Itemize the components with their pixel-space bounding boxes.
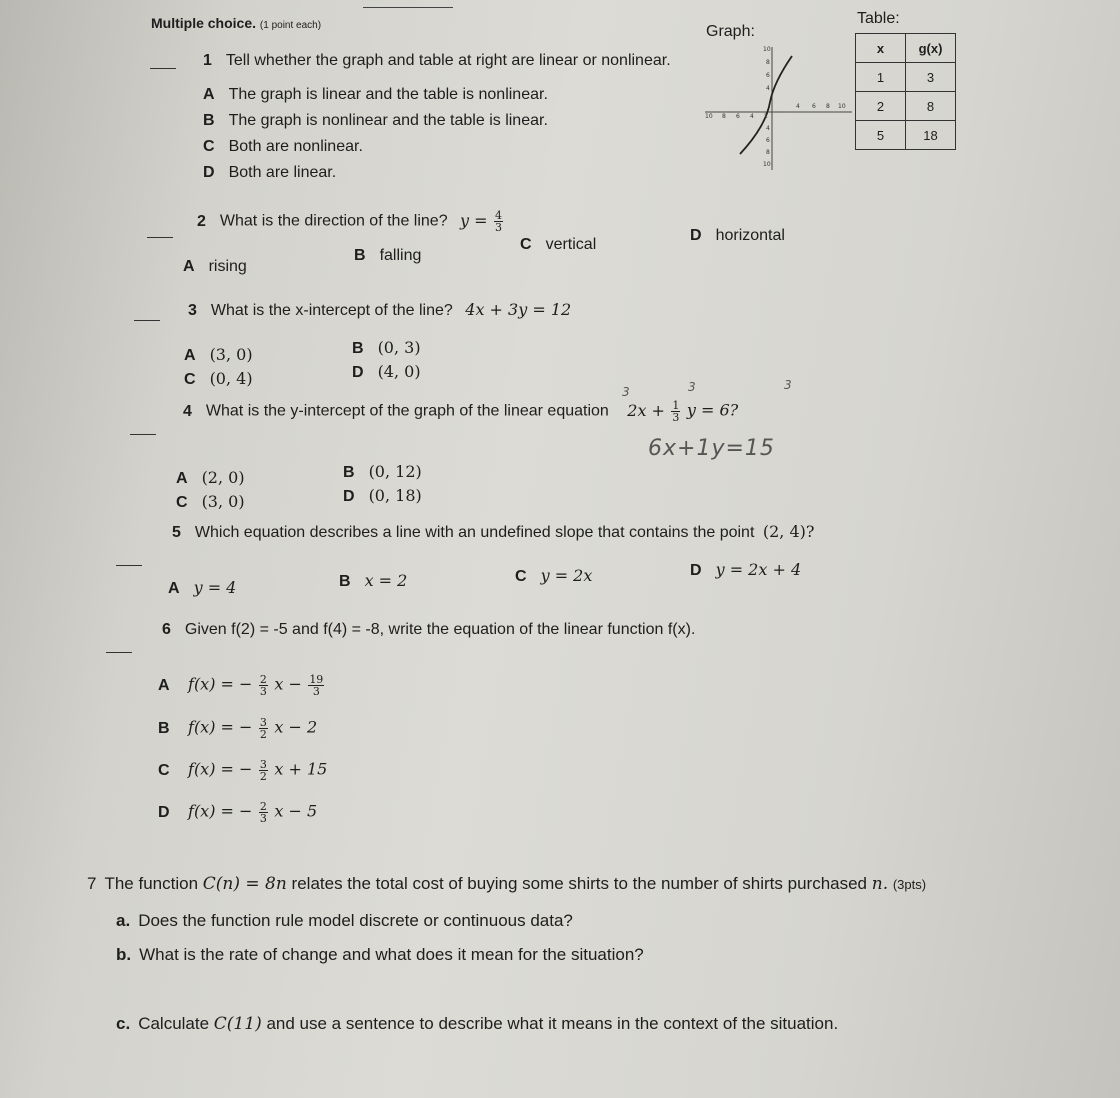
q2-option-c[interactable] bbox=[520, 236, 596, 254]
x-tick-label: 8 bbox=[722, 113, 726, 120]
option-text: The graph is linear and the table is nonlinear. bbox=[228, 86, 548, 103]
handwritten-mark: 3 bbox=[688, 380, 696, 394]
table-cell: 5 bbox=[856, 121, 906, 150]
question-2 bbox=[197, 210, 505, 233]
part-text: Calculate bbox=[138, 1014, 210, 1033]
table-header-x: x bbox=[856, 34, 906, 63]
option-text: (0, 12) bbox=[368, 462, 422, 481]
fraction-numerator: 2 bbox=[259, 673, 267, 686]
q4-option-b[interactable] bbox=[343, 462, 422, 482]
q6-option-d[interactable] bbox=[158, 801, 317, 824]
top-line bbox=[363, 7, 453, 8]
option-text: Both are linear. bbox=[228, 164, 337, 181]
q6-option-a[interactable] bbox=[158, 674, 326, 697]
option-letter: C bbox=[520, 236, 532, 253]
fraction bbox=[259, 759, 268, 782]
q5-option-d[interactable] bbox=[690, 560, 801, 580]
option-letter: D bbox=[343, 488, 355, 505]
table-cell: 3 bbox=[906, 63, 956, 92]
q7-part-a bbox=[116, 911, 573, 931]
q5-option-c[interactable] bbox=[515, 566, 592, 586]
equation: 4x + 3y = 12 bbox=[465, 300, 572, 319]
part-text: What is the rate of change and what does it mean for the situation? bbox=[139, 945, 644, 964]
q2-option-d[interactable] bbox=[690, 227, 785, 245]
option-expression: x − bbox=[274, 674, 302, 694]
option-letter: A bbox=[168, 580, 180, 597]
q2-option-a[interactable] bbox=[183, 258, 247, 276]
table-cell: 18 bbox=[906, 121, 956, 150]
option-text: y = 2x + 4 bbox=[715, 560, 802, 579]
q5-option-a[interactable] bbox=[168, 578, 236, 598]
option-text: (0, 3) bbox=[377, 338, 421, 357]
option-letter: C bbox=[203, 138, 215, 155]
option-expression: x − 5 bbox=[274, 801, 318, 821]
option-letter: B bbox=[203, 112, 215, 129]
variable: n. bbox=[871, 874, 889, 894]
x-tick-label: 4 bbox=[750, 113, 754, 120]
part-label: a. bbox=[116, 911, 131, 930]
option-text: (0, 18) bbox=[368, 486, 422, 505]
question-number: 6 bbox=[162, 621, 171, 638]
q1-option-d[interactable] bbox=[203, 164, 336, 182]
question-1 bbox=[203, 52, 671, 70]
table-row bbox=[856, 121, 956, 150]
option-expression: f(x) = − bbox=[188, 717, 253, 737]
q6-option-b[interactable] bbox=[158, 717, 317, 740]
question-7 bbox=[87, 874, 926, 894]
q5-option-b[interactable] bbox=[339, 571, 407, 591]
option-letter: B bbox=[343, 464, 355, 481]
x-tick-label: 10 bbox=[705, 113, 713, 120]
question-text: Which equation describes a line with an undefined slope that contains the point bbox=[194, 524, 755, 541]
y-tick-label: 4 bbox=[766, 125, 770, 132]
q6-option-c[interactable] bbox=[158, 759, 327, 782]
table-label: Table: bbox=[857, 10, 900, 27]
fraction-denominator: 3 bbox=[672, 411, 680, 424]
q7-part-c bbox=[116, 1014, 838, 1034]
table-row bbox=[856, 63, 956, 92]
question-number: 1 bbox=[203, 52, 212, 69]
option-text: (3, 0) bbox=[209, 345, 253, 364]
q1-option-c[interactable] bbox=[203, 138, 363, 156]
question-6 bbox=[162, 621, 695, 639]
fraction-numerator: 2 bbox=[259, 800, 267, 813]
q3-option-c[interactable] bbox=[184, 369, 253, 389]
y-tick-label: 8 bbox=[766, 149, 770, 156]
coordinate-graph bbox=[700, 42, 860, 174]
x-tick-label: 6 bbox=[812, 103, 816, 110]
fraction bbox=[259, 801, 268, 824]
table-header-gx: g(x) bbox=[906, 34, 956, 63]
option-letter: A bbox=[176, 470, 188, 487]
option-text: vertical bbox=[545, 236, 597, 253]
question-number: 3 bbox=[188, 302, 197, 319]
option-text: x = 2 bbox=[364, 571, 408, 590]
part-text: Does the function rule model discrete or continuous data? bbox=[138, 911, 573, 930]
option-letter: B bbox=[339, 573, 351, 590]
option-text: (0, 4) bbox=[209, 369, 253, 388]
answer-blank-q1[interactable] bbox=[150, 68, 176, 69]
question-number: 7 bbox=[87, 874, 97, 893]
option-letter: A bbox=[184, 347, 196, 364]
fraction-denominator: 3 bbox=[312, 685, 320, 698]
option-letter: C bbox=[184, 371, 196, 388]
option-text: y = 4 bbox=[193, 578, 237, 597]
q1-option-a[interactable] bbox=[203, 86, 548, 104]
question-text: What is the x-intercept of the line? bbox=[210, 302, 453, 319]
equation-part: 2x + bbox=[627, 400, 665, 420]
question-text: What is the y-intercept of the graph of the linear equation bbox=[205, 402, 609, 420]
q1-option-b[interactable] bbox=[203, 112, 548, 130]
fraction-denominator: 3 bbox=[259, 812, 267, 825]
option-expression: f(x) = − bbox=[188, 801, 253, 821]
question-4 bbox=[183, 400, 738, 423]
fraction-denominator: 2 bbox=[259, 770, 267, 783]
question-text: The function bbox=[104, 874, 199, 893]
option-letter: D bbox=[352, 364, 364, 381]
q7-part-b bbox=[116, 945, 644, 965]
option-letter: D bbox=[158, 803, 170, 821]
point: (2, 4)? bbox=[762, 522, 815, 541]
fraction bbox=[308, 674, 324, 697]
option-expression: f(x) = − bbox=[188, 674, 253, 694]
part-label: b. bbox=[116, 945, 132, 964]
table-cell: 8 bbox=[906, 92, 956, 121]
question-5 bbox=[172, 522, 814, 542]
function-rule: C(n) = 8n bbox=[202, 874, 287, 894]
q3-option-d[interactable] bbox=[352, 362, 421, 382]
fraction-numerator: 3 bbox=[259, 758, 267, 771]
fraction-numerator: 19 bbox=[309, 673, 324, 686]
handwritten-mark: 3 bbox=[622, 385, 630, 399]
option-text: The graph is nonlinear and the table is linear. bbox=[228, 112, 548, 129]
x-tick-label: 6 bbox=[736, 113, 740, 120]
option-letter: C bbox=[176, 494, 188, 511]
option-expression: x − 2 bbox=[274, 717, 318, 737]
x-tick-label: 4 bbox=[796, 103, 800, 110]
y-tick-label: 10 bbox=[763, 46, 771, 53]
answer-blank-q3[interactable] bbox=[134, 320, 160, 321]
table-header-row bbox=[856, 34, 956, 63]
x-tick-label: 8 bbox=[826, 103, 830, 110]
question-number: 5 bbox=[172, 524, 181, 541]
q2-option-b[interactable] bbox=[354, 247, 421, 265]
q4-option-a[interactable] bbox=[176, 468, 245, 488]
question-number: 2 bbox=[197, 212, 206, 230]
handwritten-mark: 3 bbox=[784, 378, 792, 392]
option-letter: B bbox=[158, 719, 170, 737]
equation: y = bbox=[460, 210, 488, 230]
q4-option-d[interactable] bbox=[343, 486, 422, 506]
table-cell: 2 bbox=[856, 92, 906, 121]
fraction-numerator: 4 bbox=[495, 209, 503, 222]
option-letter: B bbox=[352, 340, 364, 357]
question-text: Tell whether the graph and table at right are linear or nonlinear. bbox=[225, 52, 671, 69]
section-heading bbox=[151, 15, 321, 31]
x-tick-label: 2 bbox=[764, 113, 768, 120]
y-tick-label: 6 bbox=[766, 72, 770, 79]
option-letter: D bbox=[690, 227, 702, 244]
fraction bbox=[259, 674, 268, 697]
question-text: relates the total cost of buying some shirts to the number of shirts purchased bbox=[291, 874, 868, 893]
q4-option-c[interactable] bbox=[176, 492, 245, 512]
option-letter: C bbox=[158, 761, 170, 779]
graph-label: Graph: bbox=[706, 23, 755, 40]
question-number: 4 bbox=[183, 402, 192, 420]
option-letter: C bbox=[515, 568, 527, 585]
fraction bbox=[671, 400, 680, 423]
option-letter: A bbox=[158, 676, 170, 694]
answer-blank-q4[interactable] bbox=[130, 434, 156, 435]
question-3 bbox=[188, 300, 571, 320]
y-tick-label: 6 bbox=[766, 137, 770, 144]
option-expression: f(x) = − bbox=[188, 759, 253, 779]
table-cell: 1 bbox=[856, 63, 906, 92]
answer-blank-q2[interactable] bbox=[147, 237, 173, 238]
y-tick-label: 4 bbox=[766, 85, 770, 92]
fraction-denominator: 3 bbox=[259, 685, 267, 698]
x-tick-label: 10 bbox=[838, 103, 846, 110]
fraction bbox=[259, 717, 268, 740]
question-text: What is the direction of the line? bbox=[219, 212, 448, 230]
fraction-denominator: 2 bbox=[259, 728, 267, 741]
option-letter: D bbox=[203, 164, 215, 181]
part-text: and use a sentence to describe what it means in the context of the situation. bbox=[266, 1014, 839, 1033]
equation-part: y = 6? bbox=[686, 400, 739, 420]
option-text: rising bbox=[208, 258, 247, 275]
question-text: Given f(2) = -5 and f(4) = -8, write the equation of the linear function f(x). bbox=[184, 621, 696, 638]
option-letter: D bbox=[690, 562, 702, 579]
table-row bbox=[856, 92, 956, 121]
option-letter: B bbox=[354, 247, 366, 264]
option-letter: A bbox=[183, 258, 195, 275]
answer-blank-q6[interactable] bbox=[106, 652, 132, 653]
y-tick-label: 10 bbox=[763, 161, 771, 168]
option-expression: x + 15 bbox=[274, 759, 328, 779]
fraction bbox=[494, 210, 503, 233]
option-text: Both are nonlinear. bbox=[228, 138, 363, 155]
section-title: Multiple choice. bbox=[151, 15, 257, 31]
option-text: y = 2x bbox=[540, 566, 593, 585]
fraction-denominator: 3 bbox=[495, 221, 503, 234]
fraction-numerator: 1 bbox=[672, 399, 680, 412]
q3-option-a[interactable] bbox=[184, 345, 253, 365]
function-call: C(11) bbox=[213, 1014, 262, 1034]
points-label: (3pts) bbox=[892, 877, 927, 892]
part-label: c. bbox=[116, 1014, 131, 1033]
option-text: (2, 0) bbox=[201, 468, 245, 487]
handwritten-work: 6x+1y=15 bbox=[648, 436, 775, 461]
fraction-numerator: 3 bbox=[259, 716, 267, 729]
option-text: (3, 0) bbox=[201, 492, 245, 511]
q3-option-b[interactable] bbox=[352, 338, 421, 358]
answer-blank-q5[interactable] bbox=[116, 565, 142, 566]
function-table bbox=[855, 33, 956, 150]
option-text: (4, 0) bbox=[377, 362, 421, 381]
points-note: (1 point each) bbox=[259, 20, 322, 31]
option-text: horizontal bbox=[715, 227, 785, 244]
option-text: falling bbox=[379, 247, 422, 264]
option-letter: A bbox=[203, 86, 215, 103]
y-tick-label: 8 bbox=[766, 59, 770, 66]
